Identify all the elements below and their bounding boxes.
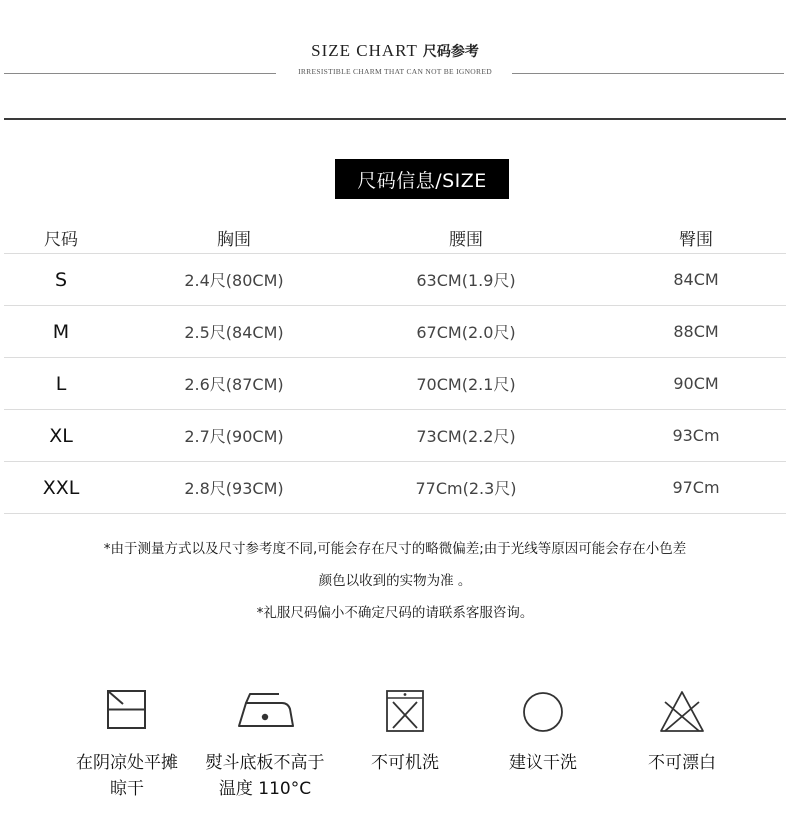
table-row (4, 254, 786, 306)
dry-flat-in-shade-icon (97, 686, 157, 736)
size-cell: S (54, 268, 68, 291)
care-instructions (0, 686, 790, 826)
section-divider (4, 118, 786, 120)
hip-cell: 84CM (673, 270, 719, 289)
size-notes (0, 538, 790, 634)
bust-cell: 2.7尺(90CM) (184, 427, 284, 446)
table-row (4, 358, 786, 410)
care-label: 建议干洗 (509, 753, 577, 773)
column-header-bust: 胸围 (217, 230, 251, 250)
care-label: 熨斗底板不高于 温度 110°C (205, 753, 325, 799)
care-label: 不可机洗 (371, 753, 439, 773)
size-cell: XL (49, 424, 73, 447)
iron-low-heat-icon (235, 686, 295, 736)
hip-cell: 90CM (673, 374, 719, 393)
note-color: 颜色以收到的实物为准 。 (318, 573, 472, 589)
waist-cell: 67CM(2.0尺) (416, 323, 516, 342)
dry-clean-icon (513, 686, 573, 736)
do-not-bleach-icon (652, 686, 712, 736)
column-header-waist: 腰围 (449, 230, 483, 250)
care-item-no-bleach (607, 686, 757, 776)
care-item-no-machine-wash (330, 686, 480, 776)
bust-cell: 2.4尺(80CM) (184, 271, 284, 290)
size-info-badge: 尺码信息/SIZE (335, 159, 509, 199)
care-item-dry-flat (52, 686, 202, 802)
hip-cell: 97Cm (672, 478, 720, 497)
note-gown-size: *礼服尺码偏小不确定尺码的请联系客服咨询。 (256, 605, 534, 621)
size-chart-header (0, 0, 790, 120)
table-row (4, 306, 786, 358)
column-header-hip: 臀围 (679, 230, 713, 250)
waist-cell: 73CM(2.2尺) (416, 427, 516, 446)
title-cn: 尺码参考 (422, 44, 479, 60)
care-label: 不可漂白 (648, 753, 716, 773)
title-en: SIZE CHART (311, 41, 418, 60)
waist-cell: 77Cm(2.3尺) (415, 479, 517, 498)
table-row (4, 462, 786, 514)
bust-cell: 2.5尺(84CM) (184, 323, 284, 342)
bust-cell: 2.8尺(93CM) (184, 479, 284, 498)
size-table-header (4, 222, 786, 254)
care-label: 在阴凉处平摊 晾干 (76, 753, 178, 799)
do-not-machine-wash-icon (375, 686, 435, 736)
note-measurement: *由于测量方式以及尺寸参考度不同,可能会存在尺寸的略微偏差;由于光线等原因可能会存在小色差 (103, 541, 687, 557)
page-title (0, 41, 790, 61)
column-header-size: 尺码 (44, 230, 78, 250)
size-table (4, 222, 786, 514)
size-cell: XXL (42, 476, 80, 499)
size-cell: M (52, 320, 70, 343)
size-cell: L (55, 372, 67, 395)
page-subtitle: IRRESISTIBLE CHARM THAT CAN NOT BE IGNORED (298, 67, 492, 76)
care-item-iron (190, 686, 340, 802)
hip-cell: 93Cm (672, 426, 720, 445)
header-divider-right (512, 73, 784, 74)
hip-cell: 88CM (673, 322, 719, 341)
care-item-dry-clean (468, 686, 618, 776)
table-row (4, 410, 786, 462)
bust-cell: 2.6尺(87CM) (184, 375, 284, 394)
waist-cell: 63CM(1.9尺) (416, 271, 516, 290)
waist-cell: 70CM(2.1尺) (416, 375, 516, 394)
